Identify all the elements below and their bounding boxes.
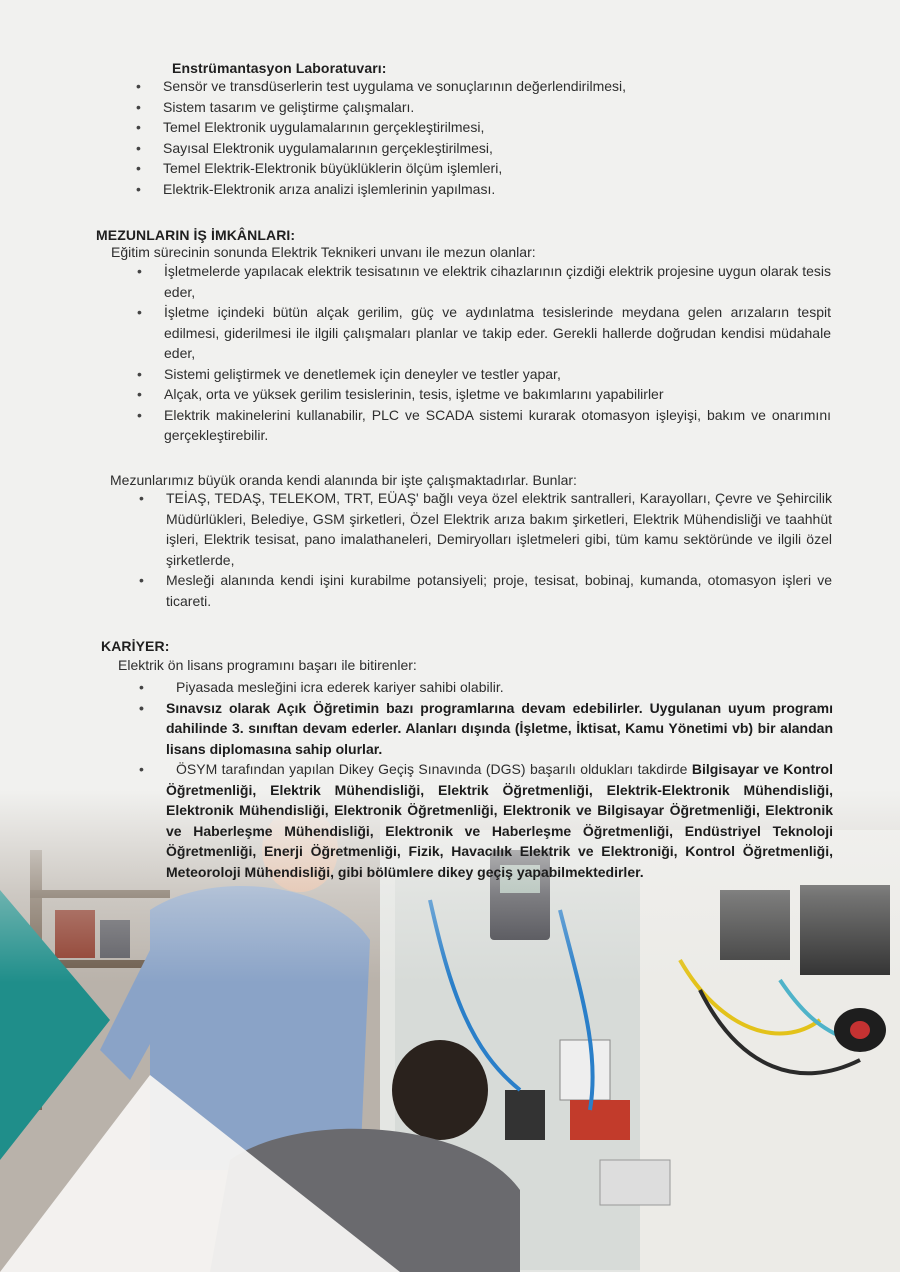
career-list <box>166 677 833 882</box>
jobs-list-2 <box>166 488 832 611</box>
list-item <box>166 759 833 882</box>
list-item <box>166 677 833 698</box>
list-item: • Elektrik makinelerini kullanabilir, PLC ve SCADA sistemi kurarak otomasyon işleyişi, bakım ve onarımını gerçekleştirebilir. <box>164 405 831 446</box>
list-item: • TEİAŞ, TEDAŞ, TELEKOM, TRT, EÜAŞ' bağlı veya özel elektrik santralleri, Karayolları, Çevre ve Şehircilik Müdürlükleri, Belediye, GSM şirketleri, Özel Elektrik arıza bakım şirketleri, Elektrik Mühendisliği ve taahhüt işleri, Elektrik tesisat, pano imalathaneleri, Demiryolları işletmeleri gibi, tüm kamu sektöründe ve ilgili özel şirketlerde, <box>166 488 832 570</box>
lab-list <box>163 76 723 199</box>
lab-heading: Enstrümantasyon Laboratuvarı: <box>172 60 387 76</box>
list-item <box>166 698 833 760</box>
list-item: • Temel Elektronik uygulamalarının gerçekleştirilmesi, <box>163 117 723 138</box>
list-item: • Sensör ve transdüserlerin test uygulama ve sonuçlarının değerlendirilmesi, <box>163 76 723 97</box>
career-item-text: Piyasada mesleğini icra ederek kariyer sahibi olabilir. <box>176 679 504 695</box>
career-item-prefix: ÖSYM tarafından yapılan Dikey Geçiş Sınavında (DGS) başarılı oldukları takdirde <box>176 761 692 777</box>
jobs-intro: Eğitim sürecinin sonunda Elektrik Teknikeri unvanı ile mezun olanlar: <box>111 244 536 260</box>
jobs-heading: MEZUNLARIN İŞ İMKÂNLARI: <box>96 227 296 243</box>
list-item: • Sayısal Elektronik uygulamalarının gerçekleştirilmesi, <box>163 138 723 159</box>
career-item-text: Sınavsız olarak Açık Öğretimin bazı programlarına devam edebilirler. Uygulanan uyum programı dahilinde 3. sınıftan devam ederler. Alanları dışında (İşletme, İktisat, Kamu Yönetimi vb) bir alandan lisans diplomasına sahip olurlar. <box>166 699 833 757</box>
list-item: • İşletme içindeki bütün alçak gerilim, güç ve aydınlatma tesislerinde meydana gelen arızaların tespit edilmesi, giderilmesi ile ilgili çalışmaları planlar ve takip eder. Gerekli hallerde doğrudan kendisi müdahale eder, <box>164 302 831 364</box>
list-item: • Temel Elektrik-Elektronik büyüklüklerin ölçüm işlemleri, <box>163 158 723 179</box>
list-item: • Elektrik-Elektronik arıza analizi işlemlerinin yapılması. <box>163 179 723 200</box>
list-item: • Alçak, orta ve yüksek gerilim tesislerinin, tesis, işletme ve bakımlarını yapabilirler <box>164 384 831 405</box>
career-item-programs: Bilgisayar ve Kontrol Öğretmenliği, Elektrik Mühendisliği, Elektrik Öğretmenliği, Elektrik-Elektronik Mühendisliği, Elektronik Mühendisliği, Elektronik Öğretmenliği, Elektronik ve Bilgisayar Öğretmenliği, Elektronik ve Haberleşme Mühendisliği, Elektronik ve Haberleşme Öğretmenliği, Endüstriyel Teknoloji Öğretmenliği, Enerji Öğretmenliği, Fizik, Havacılık Elektrik ve Elektroniği, Kontrol Öğretmenliği, Meteoroloji Mühendisliği, gibi bölümlere dikey geçiş yapabilmektedirler. <box>166 761 833 880</box>
list-item: • Mesleği alanında kendi işini kurabilme potansiyeli; proje, tesisat, bobinaj, kumanda, otomasyon işleri ve ticareti. <box>166 570 832 611</box>
list-item: • Sistemi geliştirmek ve denetlemek için deneyler ve testler yapar, <box>164 364 831 385</box>
list-item: • Sistem tasarım ve geliştirme çalışmaları. <box>163 97 723 118</box>
career-intro: Elektrik ön lisans programını başarı ile bitirenler: <box>118 657 417 673</box>
career-heading: KARİYER: <box>101 638 170 654</box>
jobs-list <box>164 261 831 446</box>
jobs-intro-2: Mezunlarımız büyük oranda kendi alanında bir işte çalışmaktadırlar. Bunlar: <box>110 472 577 488</box>
list-item: • İşletmelerde yapılacak elektrik tesisatının ve elektrik cihazlarının çizdiği elektrik projesine uygun olarak tesis eder, <box>164 261 831 302</box>
